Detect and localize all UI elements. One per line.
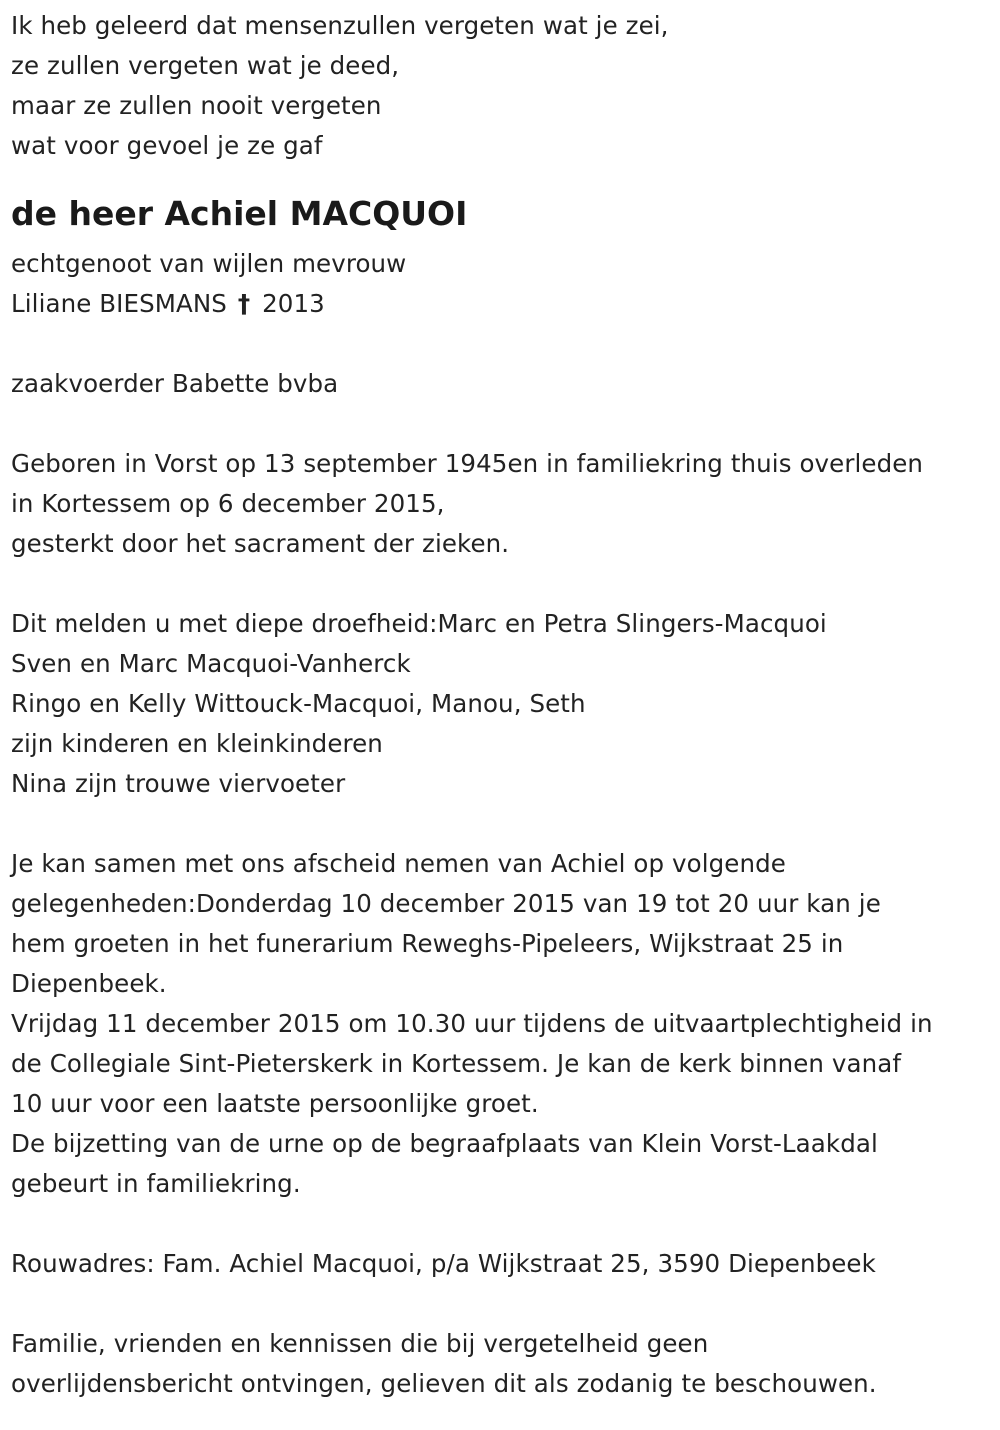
spouse-year: 2013: [262, 289, 325, 318]
ceremony-line: gebeurt in familiekring.: [11, 1169, 301, 1198]
spouse-line: [11, 284, 996, 324]
occupation-text: zaakvoerder Babette bvba: [11, 369, 339, 398]
ceremony-line: Je kan samen met ons afscheid nemen van Achiel op volgende: [11, 849, 786, 878]
cross-icon: †: [237, 289, 251, 318]
spacer: [11, 404, 996, 444]
ceremony-line: Vrijdag 11 december 2015 om 10.30 uur tijdens de uitvaartplechtigheid in: [11, 1009, 933, 1038]
birth-death-line: gesterkt door het sacrament der zieken.: [11, 529, 510, 558]
birth-death-line: in Kortessem op 6 december 2015,: [11, 489, 445, 518]
ceremony-line: De bijzetting van de urne op de begraafplaats van Klein Vorst-Laakdal: [11, 1129, 878, 1158]
family-line: Dit melden u met diepe droefheid:Marc en Petra Slingers-Macquoi: [11, 609, 827, 638]
relation-text: echtgenoot van wijlen mevrouw: [11, 249, 407, 278]
poem-line: ze zullen vergeten wat je deed,: [11, 51, 400, 80]
spacer: [11, 324, 996, 364]
mourning-address: Rouwadres: Fam. Achiel Macquoi, p/a Wijkstraat 25, 3590 Diepenbeek: [11, 1249, 876, 1278]
poem-line: maar ze zullen nooit vergeten: [11, 91, 382, 120]
poem-line: wat voor gevoel je ze gaf: [11, 131, 323, 160]
birth-death-section: [11, 444, 996, 564]
family-line: Sven en Marc Macquoi-Vanherck: [11, 649, 411, 678]
closing-section: [11, 1324, 996, 1404]
poem: [11, 6, 996, 166]
spacer: [11, 1284, 996, 1324]
family-line: Nina zijn trouwe viervoeter: [11, 769, 346, 798]
birth-death-line: Geboren in Vorst op 13 september 1945en in familiekring thuis overleden: [11, 449, 924, 478]
poem-line: Ik heb geleerd dat mensenzullen vergeten wat je zei,: [11, 11, 669, 40]
family-line: zijn kinderen en kleinkinderen: [11, 729, 383, 758]
family-line: Ringo en Kelly Wittouck-Macquoi, Manou, Seth: [11, 689, 586, 718]
closing-line: overlijdensbericht ontvingen, gelieven dit als zodanig te beschouwen.: [11, 1369, 877, 1398]
ceremony-line: gelegenheden:Donderdag 10 december 2015 van 19 tot 20 uur kan je: [11, 889, 881, 918]
spacer: [11, 564, 996, 604]
spacer: [11, 166, 996, 192]
deceased-name: de heer Achiel MACQUOI: [11, 194, 468, 233]
family-section: [11, 604, 996, 804]
spacer: [11, 1204, 996, 1244]
ceremony-line: hem groeten in het funerarium Reweghs-Pipeleers, Wijkstraat 25 in: [11, 929, 844, 958]
obituary-notice: [11, 6, 996, 1404]
ceremony-line: 10 uur voor een laatste persoonlijke groet.: [11, 1089, 539, 1118]
ceremony-line: de Collegiale Sint-Pieterskerk in Kortessem. Je kan de kerk binnen vanaf: [11, 1049, 902, 1078]
spouse-name: Liliane BIESMANS: [11, 289, 227, 318]
ceremony-line: Diepenbeek.: [11, 969, 167, 998]
ceremony-section: [11, 844, 996, 1204]
closing-line: Familie, vrienden en kennissen die bij vergetelheid geen: [11, 1329, 709, 1358]
spacer: [11, 804, 996, 844]
